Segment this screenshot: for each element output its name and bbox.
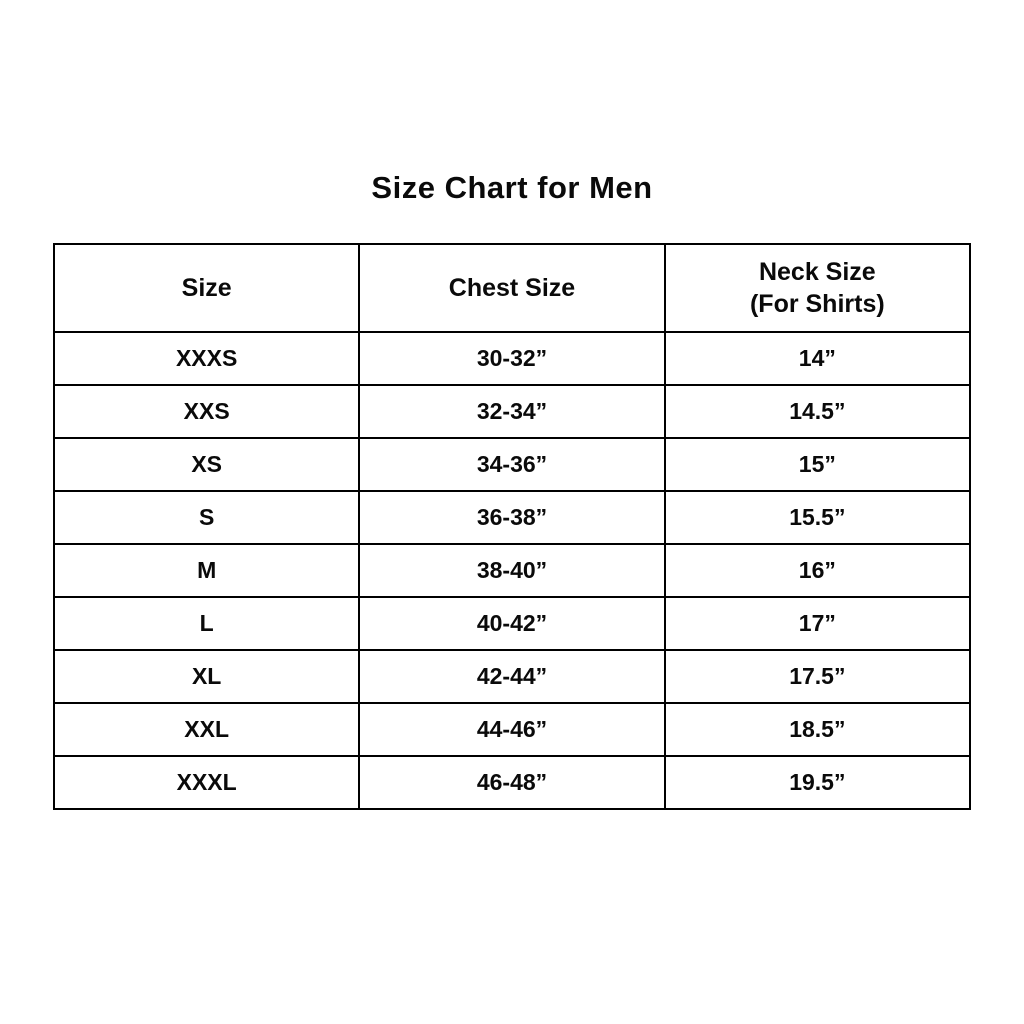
table-cell-chest: 36-38”	[359, 491, 664, 544]
table-row	[54, 597, 970, 650]
table-header-row	[54, 244, 970, 332]
table-cell-size: XXXS	[54, 332, 359, 385]
table-cell-size: M	[54, 544, 359, 597]
table-header	[54, 244, 970, 332]
table-row	[54, 491, 970, 544]
table-body	[54, 332, 970, 809]
table-cell-size: XS	[54, 438, 359, 491]
table-cell-neck: 19.5”	[665, 756, 970, 809]
table-row	[54, 756, 970, 809]
table-row	[54, 703, 970, 756]
column-header-chest-size: Chest Size	[359, 244, 664, 332]
table-cell-chest: 42-44”	[359, 650, 664, 703]
table-cell-size: XXS	[54, 385, 359, 438]
table-cell-chest: 30-32”	[359, 332, 664, 385]
table-cell-size: XXL	[54, 703, 359, 756]
table-cell-neck: 17.5”	[665, 650, 970, 703]
column-header-size: Size	[54, 244, 359, 332]
table-cell-neck: 14.5”	[665, 385, 970, 438]
table-cell-neck: 14”	[665, 332, 970, 385]
table-row	[54, 332, 970, 385]
page-title: Size Chart for Men	[371, 170, 653, 205]
table-cell-chest: 46-48”	[359, 756, 664, 809]
size-chart-table	[53, 243, 971, 810]
table-cell-chest: 32-34”	[359, 385, 664, 438]
table-cell-chest: 34-36”	[359, 438, 664, 491]
table-cell-chest: 38-40”	[359, 544, 664, 597]
table-cell-neck: 18.5”	[665, 703, 970, 756]
table-cell-neck: 15”	[665, 438, 970, 491]
table-cell-size: L	[54, 597, 359, 650]
table-cell-chest: 40-42”	[359, 597, 664, 650]
column-header-neck-size: Neck Size (For Shirts)	[665, 244, 970, 332]
table-row	[54, 650, 970, 703]
table-row	[54, 438, 970, 491]
table-row	[54, 544, 970, 597]
table-cell-size: S	[54, 491, 359, 544]
table-cell-neck: 16”	[665, 544, 970, 597]
table-cell-size: XL	[54, 650, 359, 703]
table-cell-neck: 15.5”	[665, 491, 970, 544]
column-header-subline: (For Shirts)	[749, 290, 885, 318]
table-row	[54, 385, 970, 438]
table-cell-neck: 17”	[665, 597, 970, 650]
table-cell-chest: 44-46”	[359, 703, 664, 756]
table-cell-size: XXXL	[54, 756, 359, 809]
